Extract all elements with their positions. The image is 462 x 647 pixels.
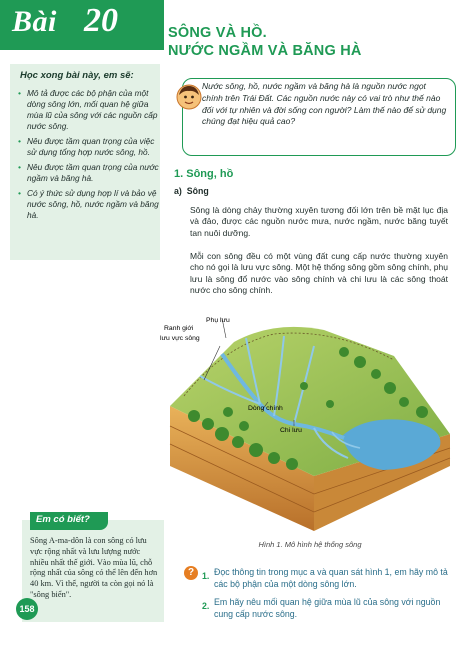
section-number: 1. (174, 168, 184, 180)
paragraph: Sông là dòng chảy thường xuyên tương đối lớn trên bề mặt lục địa và đảo, được các nguồn nước mưa, nước ngầm, nước băng tuyết tan nuôi dưỡng. (190, 205, 448, 238)
question-item (202, 596, 209, 614)
did-you-know-title: Em có biết? (36, 514, 90, 525)
river-system-illustration (160, 316, 456, 538)
question-mark-icon: ? (184, 566, 198, 580)
subsection-heading (174, 186, 209, 196)
section-heading (174, 168, 233, 180)
label-tributary: Phụ lưu (206, 317, 230, 324)
question-number: 2. (202, 601, 210, 611)
figure-caption: Hình 1. Mô hình hệ thống sông (258, 540, 362, 549)
label-main-river: Dòng chính (248, 405, 283, 412)
paragraph: Mỗi con sông đều có một vùng đất cung cấp nước thường xuyên cho nó gọi là lưu vực sông. Một hệ thống sông gồm sông chính, phụ lưu là sông đổ nước vào sông chính và chi lưu là các sông thoát nước cho sông chính. (190, 251, 448, 295)
subsection-letter: a) (174, 186, 182, 196)
label-watershed-2: lưu vực sông (160, 335, 200, 342)
did-you-know-text: Sông A-ma-dôn là con sông có lưu vực rộng nhất và lưu lượng nước nhiều nhất thế giới. Vào mùa lũ, chỗ rộng nhất của sông có thể lên đến hơn 40 km. Vì thế, người ta còn gọi nó là "sông biển". (30, 536, 158, 599)
subsection-title: Sông (186, 186, 209, 196)
question-text: Em hãy nêu mối quan hệ giữa mùa lũ của sông với nguồn cung cấp nước sông. (214, 597, 441, 619)
objective-item: • Mô tả được các bộ phận của một dòng sông lớn, mối quan hệ giữa mùa lũ của sông với các nguồn cấp nước sông. (18, 88, 160, 132)
student-face-icon (176, 84, 202, 110)
question-number: 1. (202, 571, 210, 581)
question-item (202, 566, 209, 584)
objective-item: • Có ý thức sử dụng hợp lí và bảo vệ nước sông, hồ, nước ngầm và băng hà. (18, 188, 160, 221)
lesson-number: 20 (84, 2, 118, 39)
lesson-word: Bài (12, 5, 57, 38)
objective-item: • Nêu được tầm quan trọng của việc sử dụng tổng hợp nước sông, hồ. (18, 136, 160, 158)
lesson-title-line2: NƯỚC NGẦM VÀ BĂNG HÀ (168, 43, 362, 59)
intro-text: Nước sông, hồ, nước ngầm và băng hà là nguồn nước ngọt chính trên Trái Đất. Các nguồn nước này có vai trò như thế nào đối với tự nhiên và đời sống con người? Làm thế nào để sử dụng chúng đạt hiệu quả cao? (202, 81, 447, 127)
label-watershed-1: Ranh giới (164, 325, 194, 332)
page-number: 158 (16, 598, 38, 620)
question-text: Đọc thông tin trong mục a và quan sát hình 1, em hãy mô tả các bộ phận của một dòng sông lớn. (214, 567, 448, 589)
section-title: Sông, hồ (186, 168, 234, 180)
objectives-heading: Học xong bài này, em sẽ: (20, 70, 134, 81)
lesson-title (168, 24, 458, 60)
lesson-title-line1: SÔNG VÀ HỒ. (168, 25, 267, 41)
objectives-list (18, 88, 160, 225)
label-distributary: Chi lưu (280, 427, 302, 434)
objective-item: • Nêu được tầm quan trọng của nước ngầm và băng hà. (18, 162, 160, 184)
